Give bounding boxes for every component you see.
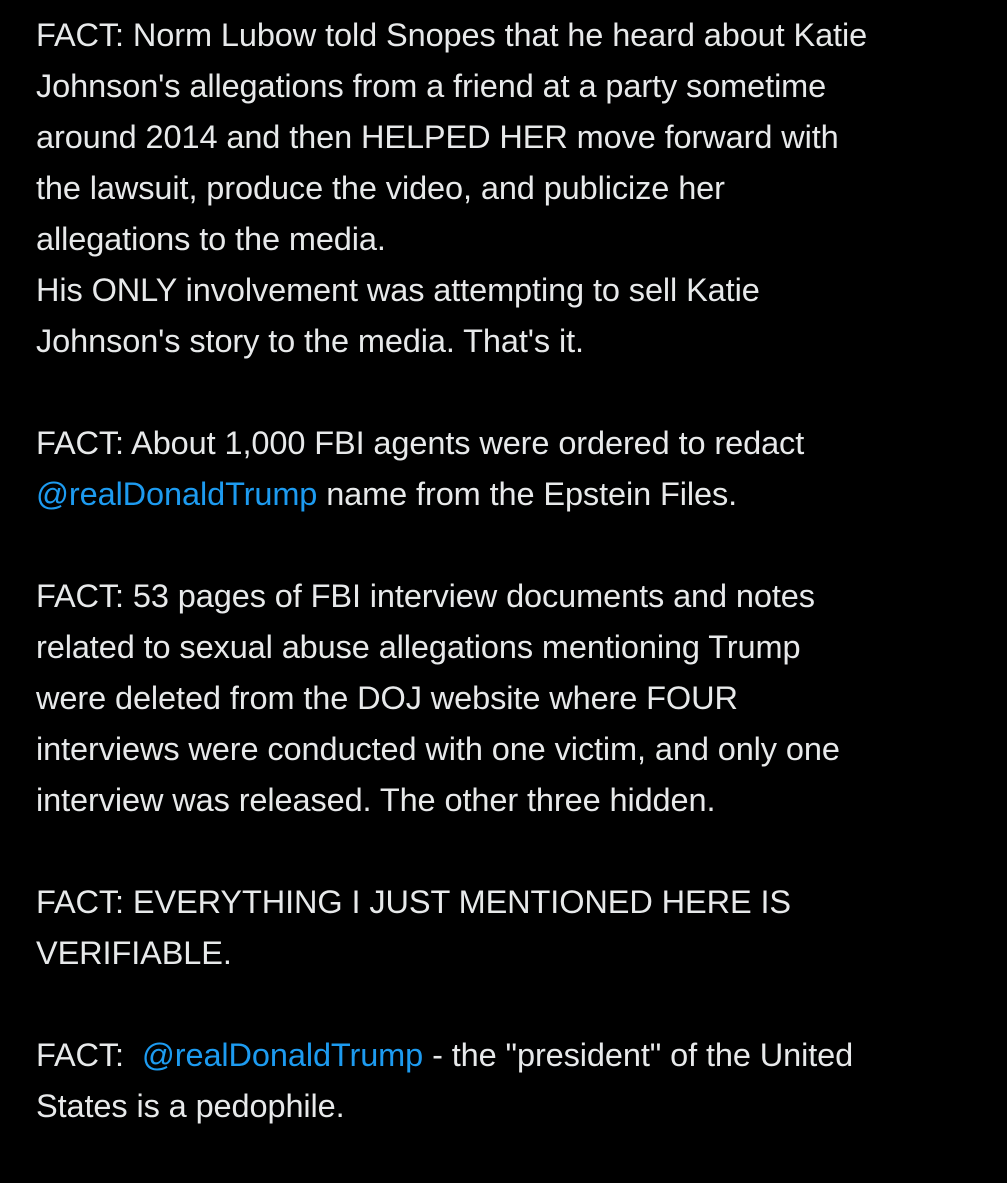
text-line: were deleted from the DOJ website where FOUR — [36, 680, 738, 716]
mention-link[interactable]: @realDonaldTrump — [36, 476, 318, 512]
text-line: VERIFIABLE. — [36, 935, 232, 971]
text-line: FACT: About 1,000 FBI agents were ordered to redact — [36, 425, 805, 461]
text-line: the lawsuit, produce the video, and publicize her — [36, 170, 725, 206]
text-segment: - the "president" of the United — [423, 1037, 854, 1073]
text-line: related to sexual abuse allegations mentioning Trump — [36, 629, 801, 665]
text-line: interviews were conducted with one victim, and only one — [36, 731, 840, 767]
text-line: Johnson's allegations from a friend at a party sometime — [36, 68, 827, 104]
mention-link[interactable]: @realDonaldTrump — [141, 1037, 424, 1073]
text-line: FACT: Norm Lubow told Snopes that he heard about Katie — [36, 17, 868, 53]
fact-paragraph-doj-documents — [36, 571, 986, 826]
fact-paragraph-lubow — [36, 10, 986, 367]
fact-paragraph-president — [36, 1030, 986, 1132]
post-text — [36, 10, 986, 1183]
text-line: His ONLY involvement was attempting to sell Katie — [36, 272, 760, 308]
text-segment: FACT: — [36, 1037, 142, 1073]
fact-paragraph-verifiable — [36, 877, 986, 979]
text-line — [36, 469, 986, 520]
fact-paragraph-fbi-agents — [36, 418, 986, 520]
text-line: around 2014 and then HELPED HER move forward with — [36, 119, 839, 155]
text-line: FACT: EVERYTHING I JUST MENTIONED HERE IS — [36, 884, 791, 920]
text-segment: name from the Epstein Files. — [317, 476, 738, 512]
text-line: interview was released. The other three hidden. — [36, 782, 716, 818]
text-line: allegations to the media. — [36, 221, 386, 257]
text-line: Johnson's story to the media. That's it. — [36, 323, 584, 359]
text-line: States is a pedophile. — [36, 1088, 345, 1124]
text-line: FACT: 53 pages of FBI interview documents and notes — [36, 578, 815, 614]
text-line — [36, 1030, 986, 1081]
